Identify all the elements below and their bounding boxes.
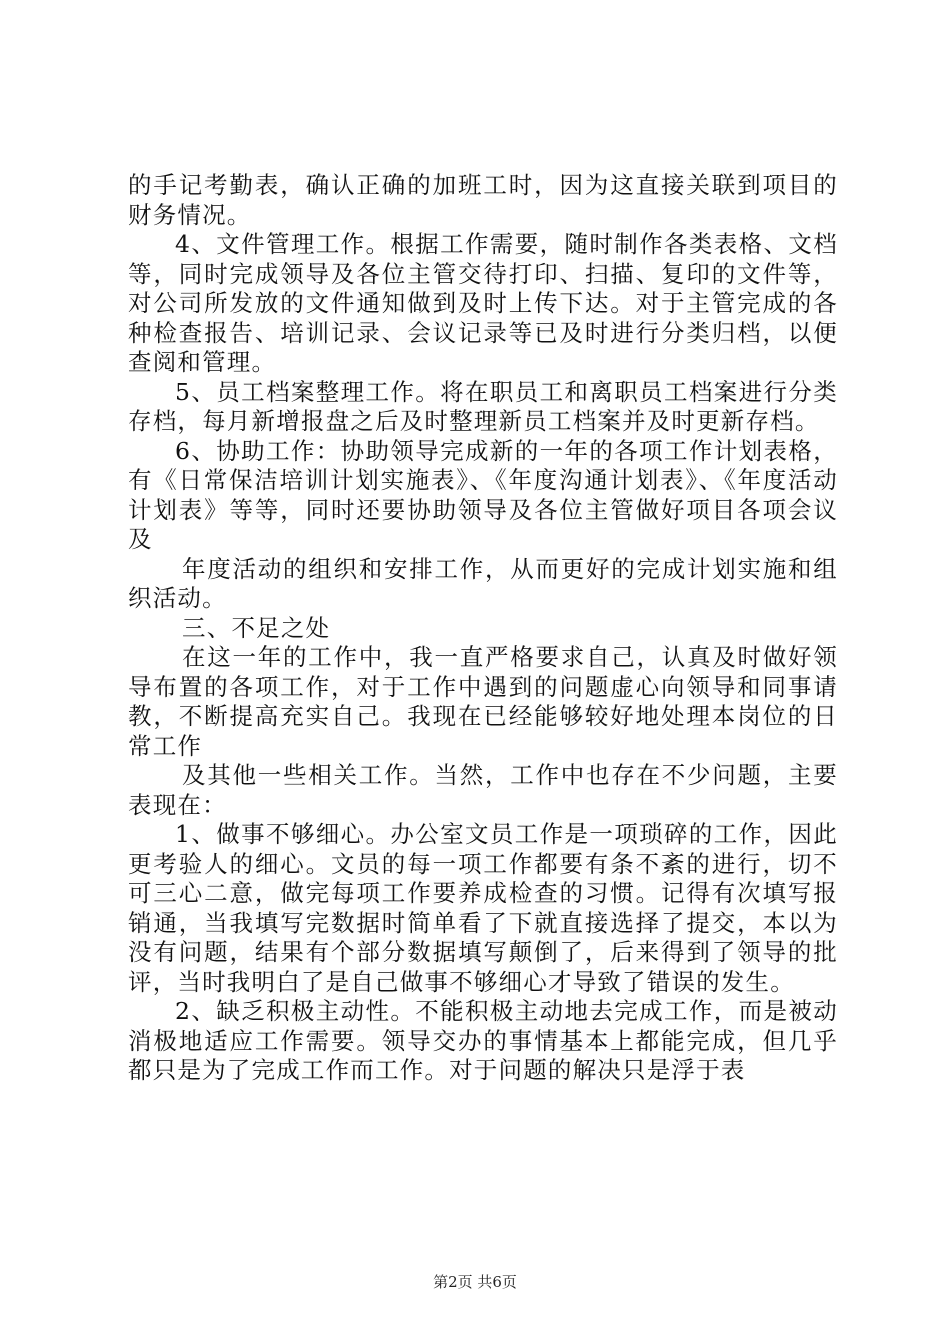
paragraph: 4、文件管理工作。根据工作需要，随时制作各类表格、文档等，同时完成领导及各位主管交待打印、扫描、复印的文件等，对公司所发放的文件通知做到及时上传下达。对于主管完成的各种检查报告、培训记录、会议记录等已及时进行分类归档，以便查阅和管理。 <box>128 230 838 376</box>
paragraph: 年度活动的组织和安排工作，从而更好的完成计划实施和组织活动。 <box>128 554 838 612</box>
page-footer <box>0 1271 950 1292</box>
section-heading: 三、不足之处 <box>182 613 331 642</box>
paragraph: 2、缺乏积极主动性。不能积极主动地去完成工作，而是被动消极地适应工作需要。领导交办的事情基本上都能完成，但几乎都只是为了完成工作而工作。对于问题的解决只是浮于表 <box>128 997 838 1084</box>
paragraph: 6、协助工作：协助领导完成新的一年的各项工作计划表格，有《日常保洁培训计划实施表》、《年度沟通计划表》、《年度活动计划表》等等，同时还要协助领导及各位主管做好项目各项会议及 <box>128 436 838 553</box>
paragraph: 5、员工档案整理工作。将在职员工和离职员工档案进行分类存档，每月新增报盘之后及时整理新员工档案并及时更新存档。 <box>128 377 838 435</box>
paragraph: 及其他一些相关工作。当然，工作中也存在不少问题，主要表现在： <box>128 761 838 819</box>
paragraph: 的手记考勤表，确认正确的加班工时，因为这直接关联到项目的财务情况。 <box>128 171 838 229</box>
page-number: 第2页 共6页 <box>433 1273 517 1291</box>
document-body <box>128 171 838 1086</box>
paragraph: 在这一年的工作中，我一直严格要求自己，认真及时做好领导布置的各项工作，对于工作中遇到的问题虚心向领导和同事请教，不断提高充实自己。我现在已经能够较好地处理本岗位的日常工作 <box>128 643 838 760</box>
paragraph: 1、做事不够细心。办公室文员工作是一项琐碎的工作，因此更考验人的细心。文员的每一项工作都要有条不紊的进行，切不可三心二意，做完每项工作要养成检查的习惯。记得有次填写报销通，当我填写完数据时简单看了下就直接选择了提交，本以为没有问题，结果有个部分数据填写颠倒了，后来得到了领导的批评，当时我明白了是自己做事不够细心才导致了错误的发生。 <box>128 820 838 996</box>
